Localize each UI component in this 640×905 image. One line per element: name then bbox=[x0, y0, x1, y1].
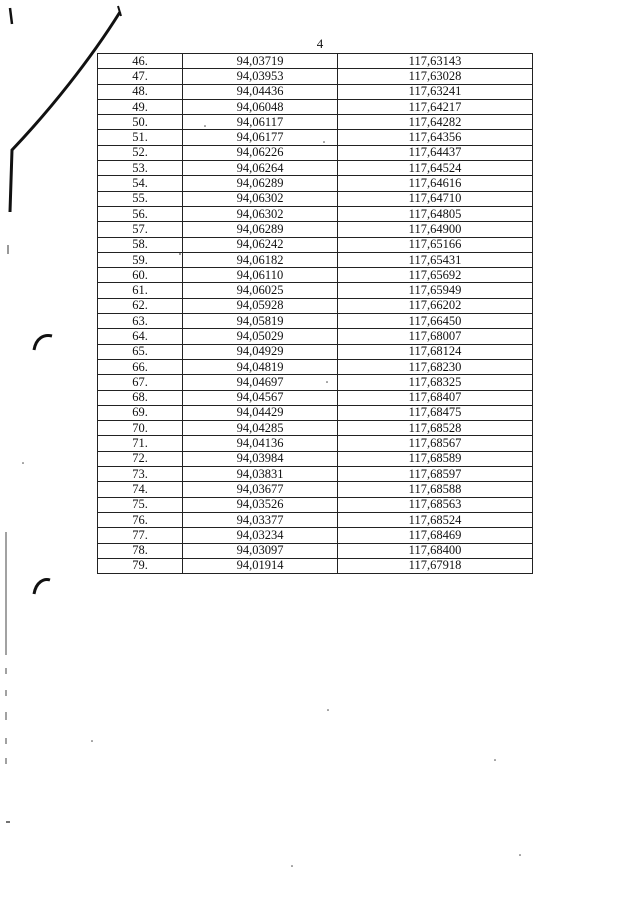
table-row bbox=[98, 543, 533, 558]
table-row bbox=[98, 375, 533, 390]
latitude-cell: 94,03677 bbox=[183, 482, 338, 497]
table-row bbox=[98, 405, 533, 420]
latitude-cell: 94,05928 bbox=[183, 298, 338, 313]
latitude-cell: 94,04819 bbox=[183, 359, 338, 374]
table-row bbox=[98, 558, 533, 573]
longitude-cell: 117,64437 bbox=[338, 145, 533, 160]
longitude-cell: 117,63241 bbox=[338, 84, 533, 99]
table-row bbox=[98, 359, 533, 374]
latitude-cell: 94,06226 bbox=[183, 145, 338, 160]
point-number-cell: 69. bbox=[98, 405, 183, 420]
point-number-cell: 72. bbox=[98, 451, 183, 466]
latitude-cell: 94,04436 bbox=[183, 84, 338, 99]
point-number-cell: 54. bbox=[98, 176, 183, 191]
point-number-cell: 61. bbox=[98, 283, 183, 298]
table-row bbox=[98, 145, 533, 160]
table-row bbox=[98, 467, 533, 482]
longitude-cell: 117,64282 bbox=[338, 115, 533, 130]
table-row bbox=[98, 222, 533, 237]
table-row bbox=[98, 252, 533, 267]
longitude-cell: 117,64805 bbox=[338, 206, 533, 221]
point-number-cell: 63. bbox=[98, 314, 183, 329]
longitude-cell: 117,68589 bbox=[338, 451, 533, 466]
latitude-cell: 94,03719 bbox=[183, 54, 338, 69]
longitude-cell: 117,64524 bbox=[338, 161, 533, 176]
table-row bbox=[98, 451, 533, 466]
latitude-cell: 94,06110 bbox=[183, 268, 338, 283]
coordinates-table-body bbox=[98, 54, 533, 574]
longitude-cell: 117,68588 bbox=[338, 482, 533, 497]
latitude-cell: 94,03953 bbox=[183, 69, 338, 84]
longitude-cell: 117,64616 bbox=[338, 176, 533, 191]
latitude-cell: 94,04697 bbox=[183, 375, 338, 390]
table-row bbox=[98, 436, 533, 451]
point-number-cell: 66. bbox=[98, 359, 183, 374]
latitude-cell: 94,03377 bbox=[183, 512, 338, 527]
latitude-cell: 94,06302 bbox=[183, 191, 338, 206]
table-row bbox=[98, 176, 533, 191]
coordinates-table bbox=[97, 53, 533, 574]
table-row bbox=[98, 390, 533, 405]
latitude-cell: 94,06177 bbox=[183, 130, 338, 145]
point-number-cell: 78. bbox=[98, 543, 183, 558]
table-row bbox=[98, 161, 533, 176]
point-number-cell: 77. bbox=[98, 528, 183, 543]
table-row bbox=[98, 191, 533, 206]
longitude-cell: 117,68475 bbox=[338, 405, 533, 420]
longitude-cell: 117,65166 bbox=[338, 237, 533, 252]
table-row bbox=[98, 497, 533, 512]
latitude-cell: 94,03234 bbox=[183, 528, 338, 543]
longitude-cell: 117,68007 bbox=[338, 329, 533, 344]
point-number-cell: 65. bbox=[98, 344, 183, 359]
longitude-cell: 117,64217 bbox=[338, 99, 533, 114]
longitude-cell: 117,68597 bbox=[338, 467, 533, 482]
longitude-cell: 117,68407 bbox=[338, 390, 533, 405]
table-row bbox=[98, 54, 533, 69]
latitude-cell: 94,04929 bbox=[183, 344, 338, 359]
point-number-cell: 76. bbox=[98, 512, 183, 527]
table-row bbox=[98, 283, 533, 298]
table-row bbox=[98, 314, 533, 329]
point-number-cell: 50. bbox=[98, 115, 183, 130]
point-number-cell: 55. bbox=[98, 191, 183, 206]
point-number-cell: 60. bbox=[98, 268, 183, 283]
longitude-cell: 117,63143 bbox=[338, 54, 533, 69]
point-number-cell: 46. bbox=[98, 54, 183, 69]
longitude-cell: 117,66202 bbox=[338, 298, 533, 313]
point-number-cell: 75. bbox=[98, 497, 183, 512]
point-number-cell: 71. bbox=[98, 436, 183, 451]
longitude-cell: 117,65949 bbox=[338, 283, 533, 298]
point-number-cell: 48. bbox=[98, 84, 183, 99]
longitude-cell: 117,68528 bbox=[338, 421, 533, 436]
point-number-cell: 52. bbox=[98, 145, 183, 160]
table-row bbox=[98, 298, 533, 313]
table-row bbox=[98, 115, 533, 130]
table-row bbox=[98, 99, 533, 114]
table-row bbox=[98, 69, 533, 84]
latitude-cell: 94,03097 bbox=[183, 543, 338, 558]
latitude-cell: 94,06025 bbox=[183, 283, 338, 298]
table-row bbox=[98, 84, 533, 99]
table-row bbox=[98, 512, 533, 527]
point-number-cell: 79. bbox=[98, 558, 183, 573]
point-number-cell: 56. bbox=[98, 206, 183, 221]
latitude-cell: 94,06302 bbox=[183, 206, 338, 221]
longitude-cell: 117,68230 bbox=[338, 359, 533, 374]
table-row bbox=[98, 344, 533, 359]
longitude-cell: 117,68325 bbox=[338, 375, 533, 390]
point-number-cell: 70. bbox=[98, 421, 183, 436]
point-number-cell: 68. bbox=[98, 390, 183, 405]
point-number-cell: 59. bbox=[98, 252, 183, 267]
longitude-cell: 117,68400 bbox=[338, 543, 533, 558]
point-number-cell: 67. bbox=[98, 375, 183, 390]
latitude-cell: 94,06048 bbox=[183, 99, 338, 114]
latitude-cell: 94,05029 bbox=[183, 329, 338, 344]
longitude-cell: 117,66450 bbox=[338, 314, 533, 329]
point-number-cell: 64. bbox=[98, 329, 183, 344]
point-number-cell: 58. bbox=[98, 237, 183, 252]
table-row bbox=[98, 329, 533, 344]
latitude-cell: 94,04429 bbox=[183, 405, 338, 420]
latitude-cell: 94,04285 bbox=[183, 421, 338, 436]
longitude-cell: 117,68124 bbox=[338, 344, 533, 359]
point-number-cell: 73. bbox=[98, 467, 183, 482]
point-number-cell: 74. bbox=[98, 482, 183, 497]
point-number-cell: 62. bbox=[98, 298, 183, 313]
page-number: 4 bbox=[316, 36, 324, 51]
table-row bbox=[98, 528, 533, 543]
latitude-cell: 94,03831 bbox=[183, 467, 338, 482]
longitude-cell: 117,67918 bbox=[338, 558, 533, 573]
latitude-cell: 94,06117 bbox=[183, 115, 338, 130]
latitude-cell: 94,03984 bbox=[183, 451, 338, 466]
table-row bbox=[98, 237, 533, 252]
latitude-cell: 94,03526 bbox=[183, 497, 338, 512]
table-row bbox=[98, 421, 533, 436]
point-number-cell: 53. bbox=[98, 161, 183, 176]
longitude-cell: 117,64900 bbox=[338, 222, 533, 237]
point-number-cell: 57. bbox=[98, 222, 183, 237]
table-row bbox=[98, 206, 533, 221]
point-number-cell: 51. bbox=[98, 130, 183, 145]
table-row bbox=[98, 482, 533, 497]
longitude-cell: 117,64356 bbox=[338, 130, 533, 145]
longitude-cell: 117,68469 bbox=[338, 528, 533, 543]
longitude-cell: 117,65692 bbox=[338, 268, 533, 283]
latitude-cell: 94,06242 bbox=[183, 237, 338, 252]
latitude-cell: 94,04567 bbox=[183, 390, 338, 405]
latitude-cell: 94,06264 bbox=[183, 161, 338, 176]
latitude-cell: 94,06289 bbox=[183, 176, 338, 191]
longitude-cell: 117,65431 bbox=[338, 252, 533, 267]
point-number-cell: 49. bbox=[98, 99, 183, 114]
latitude-cell: 94,01914 bbox=[183, 558, 338, 573]
longitude-cell: 117,63028 bbox=[338, 69, 533, 84]
table-row bbox=[98, 130, 533, 145]
table-row bbox=[98, 268, 533, 283]
latitude-cell: 94,04136 bbox=[183, 436, 338, 451]
longitude-cell: 117,68524 bbox=[338, 512, 533, 527]
longitude-cell: 117,64710 bbox=[338, 191, 533, 206]
latitude-cell: 94,06289 bbox=[183, 222, 338, 237]
latitude-cell: 94,05819 bbox=[183, 314, 338, 329]
longitude-cell: 117,68563 bbox=[338, 497, 533, 512]
point-number-cell: 47. bbox=[98, 69, 183, 84]
latitude-cell: 94,06182 bbox=[183, 252, 338, 267]
longitude-cell: 117,68567 bbox=[338, 436, 533, 451]
